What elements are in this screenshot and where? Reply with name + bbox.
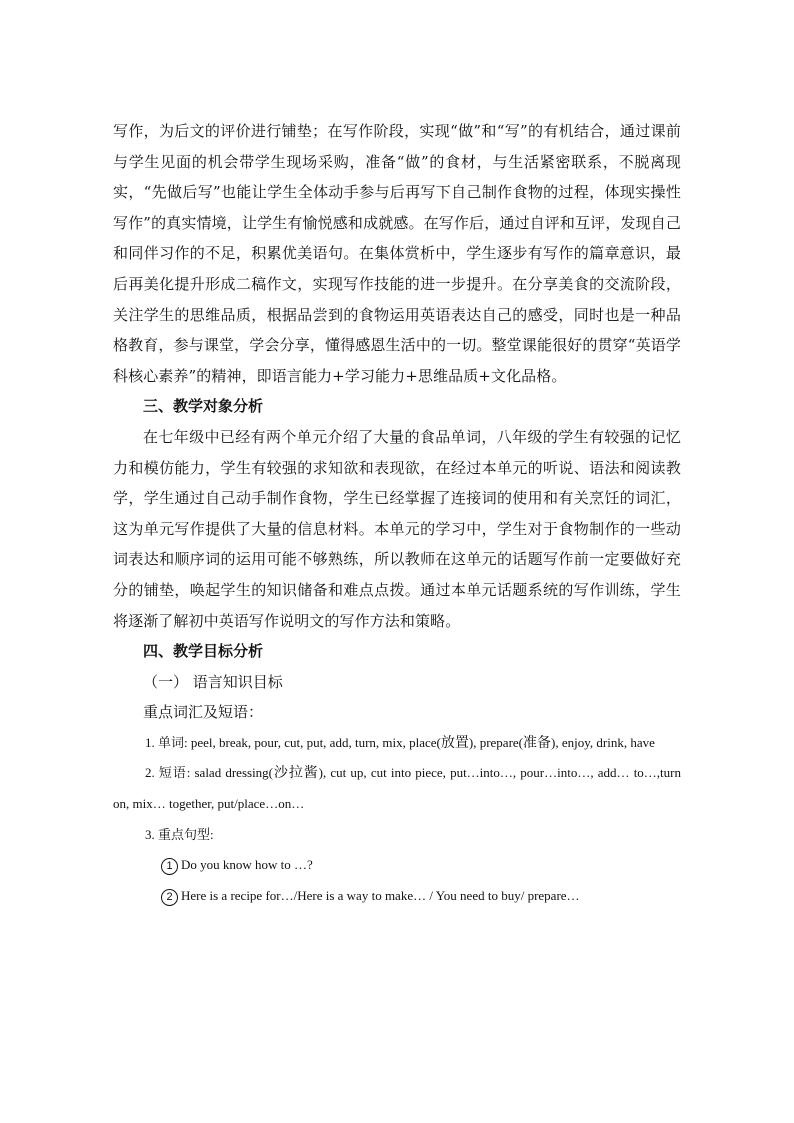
key-sentence-2: 2 Here is a recipe for…/Here is a way to make… / You need to buy/ prepare… (113, 881, 681, 912)
circled-number-1: 1 (161, 858, 178, 875)
intro-paragraph: 写作，为后文的评价进行铺垫；在写作阶段，实现“做”和“写”的有机结合，通过课前与学生见面的机会带学生现场采购，准备“做”的食材，与生活紧密联系，不脱离现实，“先做后写”也能让学生全体动手参与后再写下自己制作食物的过程，体现实操性写作”的真实情境，让学生有愉悦感和成就感。在写作后，通过自评和互评，发现自己和同伴习作的不足，积累优美语句。在集体赏析中，学生逐步有写作的篇章意识，最后再美化提升形成二稿作文，实现写作技能的进一步提升。在分享美食的交流阶段，关注学生的思维品质，根据品尝到的食物运用英语表达自己的感受，同时也是一种品格教育，参与课堂，学会分享，懂得感恩生活中的一切。整堂课能很好的贯穿“英语学科核心素养”的精神，即语言能力+学习能力+思维品质+文化品格。 (113, 122, 681, 385)
key-sentence-1: 1 Do you know how to …? (113, 850, 681, 881)
key-sentences-title: 3. 重点句型: (145, 826, 214, 842)
section-heading-teaching-goal-analysis: 四、教学目标分析 (143, 642, 264, 661)
key-phrases-item: 2. 短语: salad dressing(沙拉酱), cut up, cut into piece, put…into…, pour…into…, add… to…,turn on, mix… together, put/place…on… (113, 765, 681, 812)
key-vocab-intro: 重点词汇及短语： (143, 703, 264, 722)
circled-number-2: 2 (161, 889, 178, 906)
document-body (113, 116, 681, 911)
key-words-item: 1. 单词: peel, break, pour, cut, put, add, turn, mix, place(放置), prepare(准备), enjoy, drink, have (145, 734, 655, 751)
subsection-language-knowledge-goal: （一） 语言知识目标 (143, 672, 283, 691)
teaching-object-paragraph: 在七年级中已经有两个单元介绍了大量的食品单词，八年级的学生有较强的记忆力和模仿能力，学生有较强的求知欲和表现欲，在经过本单元的听说、语法和阅读教学，学生通过自己动手制作食物，学生已经掌握了连接词的使用和有关烹饪的词汇，这为单元写作提供了大量的信息材料。本单元的学习中，学生对于食物制作的一些动词表达和顺序词的运用可能不够熟练，所以教师在这单元的话题写作前一定要做好充分的铺垫，唤起学生的知识储备和难点点拨。通过本单元话题系统的写作训练，学生将逐渐了解初中英语写作说明文的写作方法和策略。 (113, 427, 681, 630)
section-heading-teaching-object-analysis: 三、教学对象分析 (143, 397, 264, 416)
